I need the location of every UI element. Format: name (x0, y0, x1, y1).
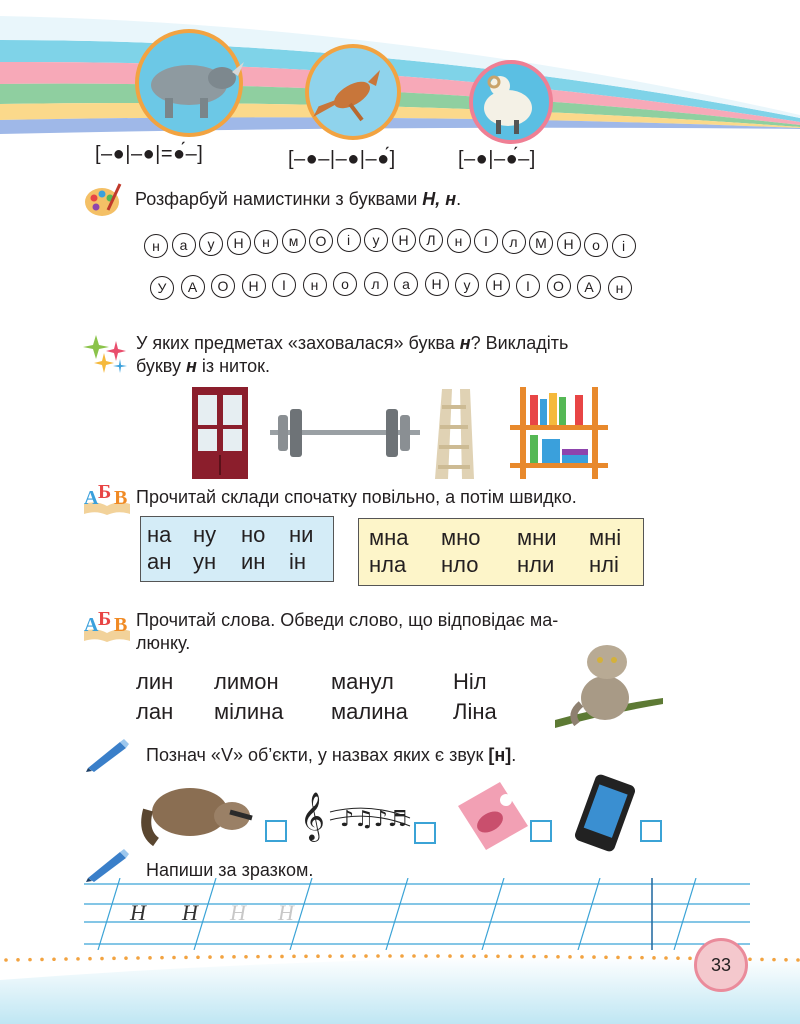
footer-dot (664, 956, 668, 960)
syllables-row (147, 521, 327, 548)
syllable: ни (289, 522, 314, 547)
syllable: нлі (589, 552, 619, 577)
bead[interactable]: Н (557, 232, 581, 256)
bead-necklace-row2 (140, 266, 660, 302)
footer-dot (376, 954, 380, 958)
bead[interactable]: о (333, 272, 357, 296)
footer-dot (52, 957, 56, 961)
bead[interactable]: А (181, 275, 205, 299)
bead[interactable]: л (364, 272, 388, 296)
bead[interactable]: М (529, 231, 553, 255)
bead[interactable]: А (577, 275, 601, 299)
bead[interactable]: н (303, 273, 327, 297)
syllable: нла (369, 552, 407, 577)
footer-dot (304, 954, 308, 958)
bead[interactable]: У (150, 276, 174, 300)
footer-dot (328, 954, 332, 958)
wardrobe-picture (192, 387, 248, 479)
footer-dot (544, 955, 548, 959)
abv-book-icon-2 (82, 607, 132, 643)
task4-instruction: Прочитай слова. Обведи слово, що відповідає ма- люнку. (136, 610, 559, 653)
footer-dot (268, 955, 272, 959)
bead[interactable]: м (282, 229, 306, 253)
rhino-picture (137, 31, 244, 135)
cursive-trace: Н (278, 900, 294, 925)
abv-letter-v: В (114, 487, 128, 509)
bead[interactable]: О (547, 274, 571, 298)
syllable: мни (517, 525, 557, 550)
bead[interactable]: і (337, 228, 361, 252)
footer-dot (460, 954, 464, 958)
word: мілина (214, 699, 284, 724)
footer-dot (676, 956, 680, 960)
footer-dot (280, 955, 284, 959)
footer-dot (652, 956, 656, 960)
sound-scheme-sheep: [–●|–●́–] (458, 148, 536, 170)
bead[interactable]: І (474, 229, 498, 253)
syllables-box-yellow (358, 518, 644, 586)
footer-dot (196, 955, 200, 959)
word: малина (331, 699, 408, 724)
footer-dot (604, 955, 608, 959)
sparkles-icon (82, 333, 130, 373)
bookshelf-picture (510, 387, 608, 479)
task1-instruction: Розфарбуй намистинки з буквами Н, н. (135, 189, 462, 209)
footer-dot (556, 955, 560, 959)
footer-dot (748, 957, 752, 961)
abv-letter-a: А (84, 487, 99, 509)
cursive-trace: Н (230, 900, 246, 925)
syllables-box-blue (140, 516, 334, 582)
word: манул (331, 669, 394, 694)
bead[interactable]: І (272, 273, 296, 297)
bead[interactable]: І (516, 274, 540, 298)
footer-dot (352, 954, 356, 958)
syllables-row (369, 551, 633, 578)
footer-dot (100, 957, 104, 961)
footer-dot (472, 954, 476, 958)
footer-dot (4, 958, 8, 962)
sound-scheme-rhino: [–●|–●|=●́–] (95, 143, 204, 165)
bead[interactable]: і (612, 234, 636, 258)
footer-dot (412, 954, 416, 958)
footer-dot (448, 954, 452, 958)
footer-dot (484, 954, 488, 958)
bead[interactable]: н (144, 234, 168, 258)
word: лан (136, 699, 174, 724)
footer-dot (592, 955, 596, 959)
footer-dot (256, 955, 260, 959)
task5-pictures (140, 772, 670, 852)
syllable: мна (369, 525, 409, 550)
footer-dot (796, 958, 800, 962)
bead[interactable]: а (172, 233, 196, 257)
footer-dot (568, 955, 572, 959)
footer-dot (64, 957, 68, 961)
word: Ліна (453, 699, 497, 724)
footer-dot (232, 955, 236, 959)
ladder-picture (435, 389, 474, 479)
syllable: ан (147, 549, 172, 574)
footer-dot (436, 954, 440, 958)
footer-dot (364, 954, 368, 958)
footer-dot (16, 958, 20, 962)
bead[interactable]: О (309, 229, 333, 253)
task2-instruction: У яких предметах «заховалася» буква н? Викладіть букву н із ниток. (136, 333, 569, 376)
word: лин (136, 669, 174, 694)
syllable: ну (193, 522, 217, 547)
smartphone-picture (573, 773, 636, 852)
bead[interactable]: О (211, 274, 235, 298)
footer-dot (400, 954, 404, 958)
bead[interactable]: у (199, 232, 223, 256)
footer-dot (40, 958, 44, 962)
abv-letter-a: А (84, 614, 99, 636)
pen-icon-1 (84, 738, 130, 772)
kangaroo-picture (307, 46, 399, 138)
abv-letter-v: В (114, 614, 128, 636)
syllable: мні (589, 525, 622, 550)
task6-instruction: Напиши за зразком. (146, 860, 314, 880)
bead[interactable]: а (394, 272, 418, 296)
task5-instruction: Познач «V» об’єкти, у назвах яких є звук [н]. (146, 745, 517, 765)
cursive-sample: Н (182, 900, 198, 925)
svg-text:𝄞: 𝄞 (300, 791, 325, 840)
checkbox-smartphone[interactable] (640, 820, 662, 842)
sound-scheme-kangaroo: [–●–|–●|–●́] (288, 148, 396, 170)
footer-dot (496, 954, 500, 958)
syllable: мно (441, 525, 481, 550)
bead[interactable]: у (364, 228, 388, 252)
footer-dot (160, 956, 164, 960)
footer-dot (172, 956, 176, 960)
cursive-sample: Н (130, 900, 146, 925)
footer-dot (424, 954, 428, 958)
footer-dot (148, 956, 152, 960)
word: Ніл (453, 669, 487, 694)
syllable: нло (441, 552, 479, 577)
pink-card-picture (458, 782, 528, 850)
bead[interactable]: Н (242, 274, 266, 298)
footer-dot (616, 956, 620, 960)
objects-picture-row (190, 385, 610, 481)
footer-dot (220, 955, 224, 959)
footer-dot (628, 956, 632, 960)
abv-letter-b: Б (98, 608, 112, 630)
footer-dot (784, 958, 788, 962)
word: лимон (214, 669, 279, 694)
word-list (0, 668, 560, 728)
footer-dot (520, 955, 524, 959)
svg-text:♪♫♪♬: ♪♫♪♬ (340, 807, 408, 832)
footer-decoration (0, 940, 800, 1024)
footer-dot (124, 956, 128, 960)
footer-dot (76, 957, 80, 961)
footer-dot (292, 955, 296, 959)
syllables-row (147, 548, 327, 575)
syllable: нли (517, 552, 555, 577)
footer-dot (88, 957, 92, 961)
footer-dot (508, 955, 512, 959)
bead-necklace-row1 (140, 222, 660, 258)
checkbox-raccoon[interactable] (265, 820, 287, 842)
footer-dot (316, 954, 320, 958)
footer-dot (580, 955, 584, 959)
syllable: ун (193, 549, 217, 574)
footer-dot (772, 958, 776, 962)
bead[interactable]: Н (486, 273, 510, 297)
palette-icon (82, 180, 122, 220)
syllables-row (369, 524, 633, 551)
footer-dot (760, 958, 764, 962)
bead[interactable]: Н (425, 272, 449, 296)
syllable: ін (289, 549, 307, 574)
rainbow-stripes (0, 16, 800, 134)
bead[interactable]: н (254, 230, 278, 254)
bead[interactable]: Л (419, 228, 443, 252)
footer-dot (184, 956, 188, 960)
footer-dot (28, 958, 32, 962)
footer-dot (688, 957, 692, 961)
syllable: но (241, 522, 266, 547)
syllable: на (147, 522, 172, 547)
footer-dot (340, 954, 344, 958)
footer-dot (532, 955, 536, 959)
raccoon-picture (146, 788, 252, 842)
page-number: 33 (694, 938, 748, 992)
footer-dot (208, 955, 212, 959)
abv-book-icon-1 (82, 480, 132, 516)
bead[interactable]: у (455, 273, 479, 297)
music-notes-picture (300, 791, 410, 842)
checkbox-music-notes[interactable] (414, 822, 436, 844)
abv-letter-b: Б (98, 481, 112, 503)
syllable: ин (241, 549, 266, 574)
pen-icon-2 (84, 848, 130, 882)
task3-instruction: Прочитай склади спочатку повільно, а потім швидко. (136, 487, 577, 507)
barbell-picture (270, 409, 420, 457)
bead[interactable]: н (447, 229, 471, 253)
footer-dot (136, 956, 140, 960)
bead[interactable]: о (584, 233, 608, 257)
bead[interactable]: н (608, 276, 632, 300)
bead[interactable]: Н (227, 231, 251, 255)
checkbox-pink-card[interactable] (530, 820, 552, 842)
bead[interactable]: л (502, 230, 526, 254)
footer-dot (640, 956, 644, 960)
manul-cat-picture (555, 628, 665, 738)
bead[interactable]: Н (392, 228, 416, 252)
footer-dot (388, 954, 392, 958)
footer-dot (244, 955, 248, 959)
footer-dot (112, 957, 116, 961)
sheep-picture (471, 62, 551, 142)
